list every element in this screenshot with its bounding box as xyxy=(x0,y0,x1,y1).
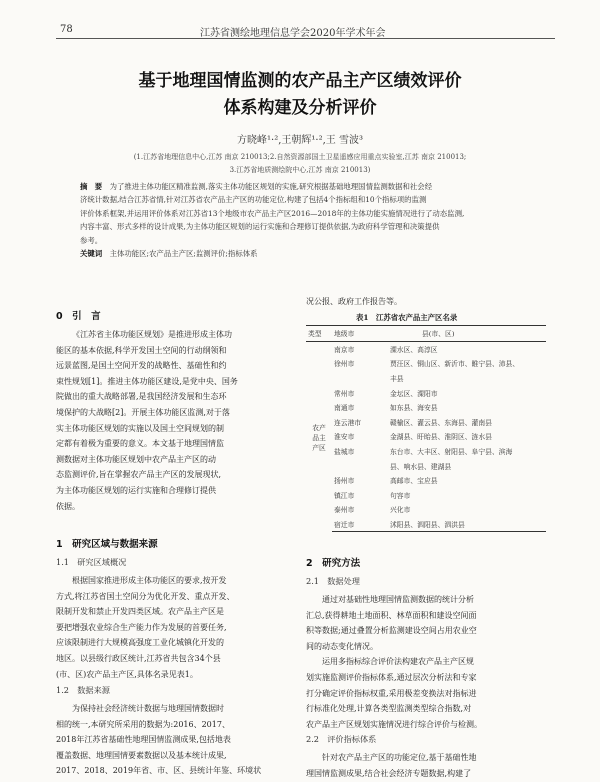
section-1-heading: 1 研究区域与数据来源 xyxy=(56,539,158,550)
abstract-label: 摘 要 xyxy=(80,182,103,191)
section-2-1-text: 通过对基础性地理国情监测数据的统计分析 汇总,获得耕地土地面积、林草面积和建设空间面 积等数据;通过叠置分析监测建设空间占用农业空 间的动态变化情况。 运用多指标综合评价法构建农产品主产区规 划实施监测评价指标体系,通过层次分析法和专家 打分确定评价指标权重,采用极差变换法对指标进 行标准化处理,计算各类型监测类型综合指数,对 农产品主产区规划实施情况进行综合评价与检测。 xyxy=(306,595,482,729)
table-row: 南通市 如东县、海安县 xyxy=(334,404,438,413)
header-rule xyxy=(56,38,555,39)
table-header-county: 县(市、区) xyxy=(388,326,546,342)
section-1-2-heading: 1.2 数据来源 xyxy=(56,685,110,695)
table-row: 连云港市 赣榆区、灌云县、东海县、灌南县 xyxy=(334,418,492,427)
continuation-text: 况公报、政府工作报告等。 xyxy=(306,297,402,306)
running-header: 江苏省测绘地理信息学会2020年学术年会 xyxy=(200,28,386,39)
table-row: 徐州市 贾汪区、铜山区、新沂市、睢宁县、沛县、 xyxy=(334,360,520,369)
table-row: 盐城市 东台市、大丰区、射阳县、阜宁县、滨海 xyxy=(334,448,513,457)
abstract-line: 参考。 xyxy=(80,235,103,245)
abstract xyxy=(80,180,530,260)
affiliation-line-2: 3.江苏省地质测绘院中心,江苏 南京 210013) xyxy=(229,166,371,174)
zone-cell: 农产 品主 产区 xyxy=(312,423,326,452)
table-row: 常州市 金坛区、溧阳市 xyxy=(334,389,438,398)
table-row: 镇江市 句容市 xyxy=(334,491,411,500)
farm-region-table xyxy=(306,325,546,532)
abstract-line: 摘 要 为了推进主体功能区精准监测,落实主体功能区规划的实施,研究根据基础地理国情监测数据和社会经 xyxy=(80,182,433,191)
table-header-city: 地级市 xyxy=(332,326,388,342)
title-line-2: 体系构建及分析评价 xyxy=(223,98,377,118)
affiliation-line-1: (1.江苏省地理信息中心,江苏 南京 210013;2.自然资源部国土卫星遥感应用重点实验室,江苏 南京 210013; xyxy=(133,153,467,161)
table-row: 农产 品主 产区 南京市 溧水区、高淳区 xyxy=(306,341,546,356)
abstract-line: 评价体系框架,并运用评价体系对江苏省13个地级市农产品主产区2016—2018年的主体功能实施情况进行了动态监测, xyxy=(80,208,465,218)
intro-paragraph: 《江苏省主体功能区规划》是推进形成主体功 能区的基本依据,科学开发国土空间的行动纲领和 远景蓝图,是国土空间开发的战略性、基础性和约 束性规划[1]。推进主体功能区建设,是党中央、国务 院做出的重大战略部署,是我国经济发展和生态环 境保护的大战略[2]。开展主体功能区监测,对于落 实主体功能区规划的实施以及国土空间规划的制 定都有着极为重要的意义。本文基于地理国情监 测数据对主体功能区规划中农产品主产区的动 态监测评价,旨在掌握农产品主产区的发展现状, 为主体功能区规划的运行实施和合理修订提供 依据。 xyxy=(56,330,238,511)
section-1-2-text: 为保持社会经济统计数据与地理国情数据时 相的统一,本研究所采用的数据为:2016、2017、 2018年江苏省基础性地理国情监测成果,包括地表 覆盖数据、地理国情要素数据以及基本统计成果, 2017、2018、2019年省、市、区、县统计年鉴、环境状 xyxy=(56,704,262,776)
section-2-2-heading: 2.2 评价指标体系 xyxy=(306,734,377,744)
table-header-type: 类型 xyxy=(306,326,332,342)
table-row: 丰县 xyxy=(390,375,404,384)
title-line-1: 基于地理国情监测的农产品主产区绩效评价 xyxy=(138,71,462,91)
keywords: 关键词 主体功能区;农产品主产区;监测评价;指标体系 xyxy=(80,249,258,259)
table-caption: 表1 江苏省农产品主产区名录 xyxy=(356,313,458,322)
keywords-label: 关键词 xyxy=(80,249,103,259)
table-row: 泰州市 兴化市 xyxy=(334,506,411,515)
table-row: 淮安市 金湖县、盱眙县、淮阴区、涟水县 xyxy=(334,433,492,442)
page-number: 78 xyxy=(60,24,73,35)
table-row: 宿迁市 沭阳县、泗阳县、泗洪县 xyxy=(306,517,546,532)
abstract-line: 济统计数据,结合江苏省情,针对江苏省农产品主产区的功能定位,构建了包括4个指标组和10个指标项的监测 xyxy=(80,195,427,205)
table-row: 县、响水县、建湖县 xyxy=(390,462,452,471)
authors: 方晓峰¹·²,王朝辉¹·²,王 雪波³ xyxy=(237,135,363,146)
table-row: 扬州市 高邮市、宝应县 xyxy=(334,477,438,486)
section-2-1-heading: 2.1 数据处理 xyxy=(306,576,360,586)
section-2-2-text: 针对农产品主产区的功能定位,基于基础性地 理国情监测成果,结合社会经济专题数据,构建了 xyxy=(306,753,477,778)
section-0-heading: 0 引 言 xyxy=(56,311,101,322)
section-2-heading: 2 研究方法 xyxy=(306,558,361,569)
section-1-1-text: 根据国家推进形成主体功能区的要求,按开发 方式,将江苏省国土空间分为优化开发、重点开发、 限制开发和禁止开发四类区域。农产品主产区是 要把增强农业综合生产能力作为发展的首要任务, 应该限制进行大规模高强度工业化城镇化开发的 地区。以县级行政区统计,江苏省共包含34个县 (市、区)农产品主产区,具体名录见表1。 xyxy=(56,576,235,679)
abstract-line: 内容丰富、形式多样的设计成果,为主体功能区规划的运行实施和合理修订提供依据,为政府科学管理和决策提供 xyxy=(80,222,440,232)
section-1-1-heading: 1.1 研究区域概况 xyxy=(56,557,127,567)
